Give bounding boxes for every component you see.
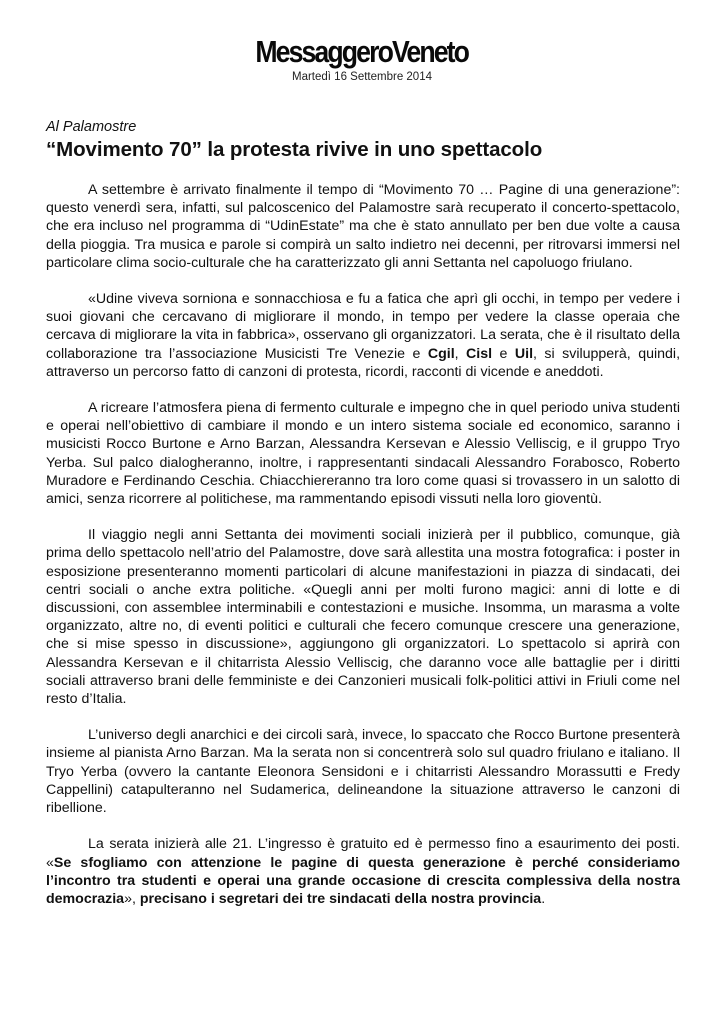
union-cisl: Cisl [466, 345, 493, 362]
quote-bold-2: precisano i segretari dei tre sindacati della nostra provincia [139, 890, 542, 907]
masthead [0, 36, 724, 84]
quote-bold-1: Se sfogliamo con attenzione le pagine di questa generazione è perché consideriamo l’incontro tra studenti e operai una grande occasione di crescita complessiva della nostra democrazia [46, 854, 680, 907]
article-title: “Movimento 70” la protesta rivive in uno spettacolo [46, 138, 543, 161]
paragraph-3: A ricreare l’atmosfera piena di fermento culturale e impegno che in quel periodo univa studenti e operai nell’obiettivo di cambiare il mondo e un intero sistema sociale ed economico, saranno i musicisti Rocco Burtone e Arno Barzan, Alessandra Kersevan e Alessio Velliscig, e il gruppo Tryo Yerba. Sul palco dialogheranno, inoltre, i rappresentanti sindacali Alessandro Forabosco, Roberto Muradore e Ferdinando Ceschia. Chiacchiereranno tra loro come quasi si trovassero in un salotto di amici, senza ricorrere al politichese, ma rammentando episodi vissuti nella loro gioventù. [46, 400, 680, 508]
paragraph-6-mid: », [124, 890, 140, 907]
newspaper-logo: MessaggeroVeneto [255, 34, 469, 69]
union-cgil: Cgil [427, 345, 455, 362]
paragraph-6 [46, 835, 680, 908]
paragraph-2 [46, 290, 680, 381]
paragraph-4: Il viaggio negli anni Settanta dei movimenti sociali inizierà per il pubblico, comunque, già prima dello spettacolo nell’atrio del Palamostre, dove sarà allestita una mostra fotografica: i poster in esposizione presenteranno momenti particolari di alcune manifestazioni in piazza di sindacati, dei centri sociali o anche extra politiche. «Quegli anni per molti furono magici: anni di lotte e di discussioni, con assemblee interminabili e contestazioni e musiche. Insomma, un marasma a volte organizzato, altre no, di eventi politici e culturali che fecero comunque crescere una generazione, che si mise spesso in discussione», aggiungono gli organizzatori. Lo spettacolo si aprirà con Alessandra Kersevan e il chitarrista Alessio Velliscig, che daranno voce alle battaglie per i diritti sociali attraverso brani delle femministe e dei Canzonieri musicali folk-politici attivi in Friuli come nel resto d’Italia. [46, 527, 680, 708]
paragraph-6-end: . [541, 890, 546, 907]
article-body [46, 181, 680, 908]
paragraph-5: L’universo degli anarchici e dei circoli sarà, invece, lo spaccato che Rocco Burtone presenterà insieme al pianista Arno Barzan. Ma la serata non si concentrerà solo sul quadro friulano e italiano. Il Tryo Yerba (ovvero la cantante Eleonora Sensidoni e i chitarristi Alessandro Morassutti e Fredy Cappellini) catapulteranno nel Sudamerica, delineandone la situazione attraverso le canzoni di ribellione. [46, 727, 680, 817]
publication-date: Martedì 16 Settembre 2014 [292, 71, 432, 83]
paragraph-6-text-a: La serata inizierà alle 21. L’ingresso è gratuito ed è permesso fino a esaurimento dei posti. « [46, 836, 680, 871]
paragraph-2-text-b: , si svilupperà, quindi, attraverso un percorso fatto di canzoni di protesta, ricordi, racconti di vicende e aneddoti. [46, 345, 681, 380]
paragraph-2-sep-1: , [454, 345, 467, 362]
union-uil: Uil [514, 345, 534, 362]
article-kicker: Al Palamostre [46, 119, 137, 135]
paragraph-2-text-a: «Udine viveva sorniona e sonnacchiosa e fu a fatica che aprì gli occhi, in tempo per vedere i suoi giovani che cercavano di migliorare il mondo, in tempo per vedere la classe operaia che cercava di migliorare la vita in fabbrica», osservano gli organizzatori. La serata, che è il risultato della collaborazione tra l’associazione Musicisti Tre Venezie e [46, 291, 680, 362]
article [46, 118, 680, 926]
paragraph-2-sep-2: e [492, 345, 515, 362]
paragraph-1: A settembre è arrivato finalmente il tempo di “Movimento 70 … Pagine di una generazione”: questo venerdì sera, infatti, sul palcoscenico del Palamostre sarà recuperato il concerto-spettacolo, che era incluso nel programma di “UdinEstate” ma che è stato annullato per ben due volte a causa della pioggia. Tra musica e parole si compirà un salto indietro nei decenni, per ritrovarsi immersi nel particolare clima socio-culturale che ha caratterizzato gli anni Settanta nel capoluogo friulano. [46, 182, 680, 271]
